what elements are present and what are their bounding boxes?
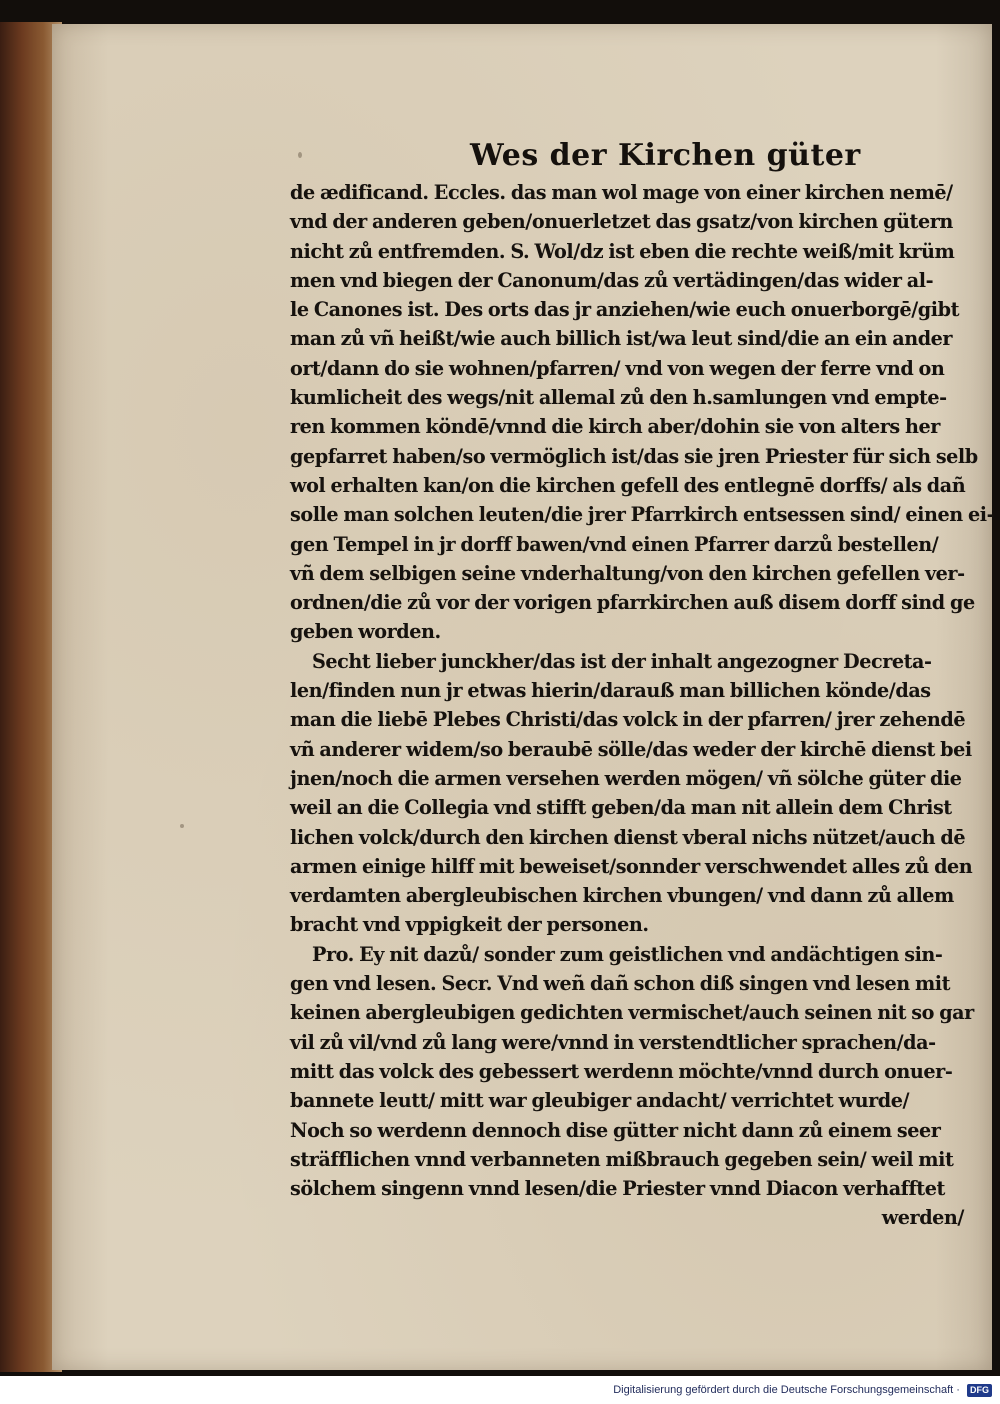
text-line: vnd der anderen geben/onuerletzet das gsatz/von kirchen gütern [290, 210, 953, 234]
text-line: le Canones ist. Des orts das jr anziehen/wie euch onuerborgē/gibt [290, 298, 959, 322]
ink-spot [298, 152, 302, 158]
digitization-credit [0, 1380, 996, 1400]
credit-text: Digitalisierung gefördert durch die Deutsche Forschungsgemeinschaft [613, 1384, 954, 1396]
text-line: gepfarret haben/so vermöglich ist/das sie jren Priester für sich selb [290, 444, 978, 468]
text-line: men vnd biegen der Canonum/das zů vertädingen/das wider al- [290, 268, 934, 292]
credit-separator: · [956, 1384, 960, 1396]
text-line: nicht zů entfremden. S. Wol/dz ist eben die rechte weiß/mit krüm [290, 239, 955, 263]
text-line: gen vnd lesen. Secr. Vnd weñ dañ schon diß singen vnd lesen mit [290, 972, 951, 996]
catchword: werden/ [881, 1206, 964, 1230]
text-line: vil zů vil/vnd zů lang were/vnnd in verstendtlicher sprachen/da- [290, 1030, 936, 1054]
text-line: bannete leutt/ mitt war gleubiger andacht/ verrichtet wurde/ [290, 1089, 910, 1113]
ink-spot [180, 824, 184, 828]
text-line: man zů vñ heißt/wie auch billich ist/wa leut sind/die an ein ander [290, 327, 953, 351]
text-line: ren kommen köndē/vnnd die kirch aber/dohin sie von alters her [290, 415, 940, 439]
dfg-logo-icon: DFG [967, 1384, 992, 1397]
text-line: geben worden. [290, 620, 441, 644]
text-line: verdamten abergleubischen kirchen vbungen/ vnd dann zů allem [290, 884, 954, 908]
text-line: Pro. Ey nit dazů/ sonder zum geistlichen vnd andächtigen sin- [312, 942, 943, 966]
text-line: man die liebē Plebes Christi/das volck in der pfarren/ jrer zehendē [290, 708, 966, 732]
text-line: len/finden nun jr etwas hierin/darauß man billichen könde/das [290, 679, 931, 703]
text-line: wol erhalten kan/on die kirchen gefell des entlegnē dorffs/ als dañ [290, 473, 966, 497]
text-line: ort/dann do sie wohnen/pfarren/ vnd von wegen der ferre vnd on [290, 356, 945, 380]
text-line: de ædificand. Eccles. das man wol mage von einer kirchen nemē/ [290, 181, 953, 204]
text-line: ordnen/die zů vor der vorigen pfarrkirchen auß disem dorff sind ge [290, 591, 975, 615]
text-line: lichen volck/durch den kirchen dienst vberal nichs nützet/auch dē [290, 825, 966, 849]
footer-bar [0, 1376, 1000, 1404]
text-line: gen Tempel in jr dorff bawen/vnd einen Pfarrer darzů bestellen/ [290, 532, 939, 556]
text-line: solle man solchen leuten/die jrer Pfarrkirch entsessen sind/ einen ei- [290, 503, 995, 527]
text-line: keinen abergleubigen gedichten vermischet/auch seinen nit so gar [290, 1001, 974, 1025]
text-line: Noch so werdenn dennoch dise gütter nicht dann zů einem seer [290, 1118, 941, 1142]
text-line: sölchem singenn vnnd lesen/die Priester vnnd Diacon verhafftet [290, 1177, 945, 1201]
text-line: vñ dem selbigen seine vnderhaltung/von den kirchen gefellen ver- [290, 561, 965, 585]
text-line: kumlicheit des wegs/nit allemal zů den h.samlungen vnd empte- [290, 386, 947, 410]
text-line: Secht lieber junckher/das ist der inhalt angezogner Decreta- [312, 649, 932, 673]
text-line: vñ anderer widem/so beraubē sölle/das weder der kirchē dienst bei [290, 737, 972, 761]
text-line: mitt das volck des gebessert werdenn möchte/vnnd durch onuer- [290, 1059, 953, 1083]
body-text [290, 178, 995, 1233]
running-head: Wes der Kirchen güter [470, 138, 861, 173]
text-line: bracht vnd vppigkeit der personen. [290, 913, 649, 937]
text-line: sträfflichen vnnd verbanneten mißbrauch gegeben sein/ weil mit [290, 1147, 954, 1171]
text-line: jnen/noch die armen versehen werden mögen/ vñ sölche güter die [290, 766, 962, 790]
text-line: weil an die Collegia vnd stifft geben/da man nit allein dem Christ [290, 796, 952, 820]
text-line: armen einige hilff mit beweiset/sonnder verschwendet alles zů den [290, 854, 973, 878]
